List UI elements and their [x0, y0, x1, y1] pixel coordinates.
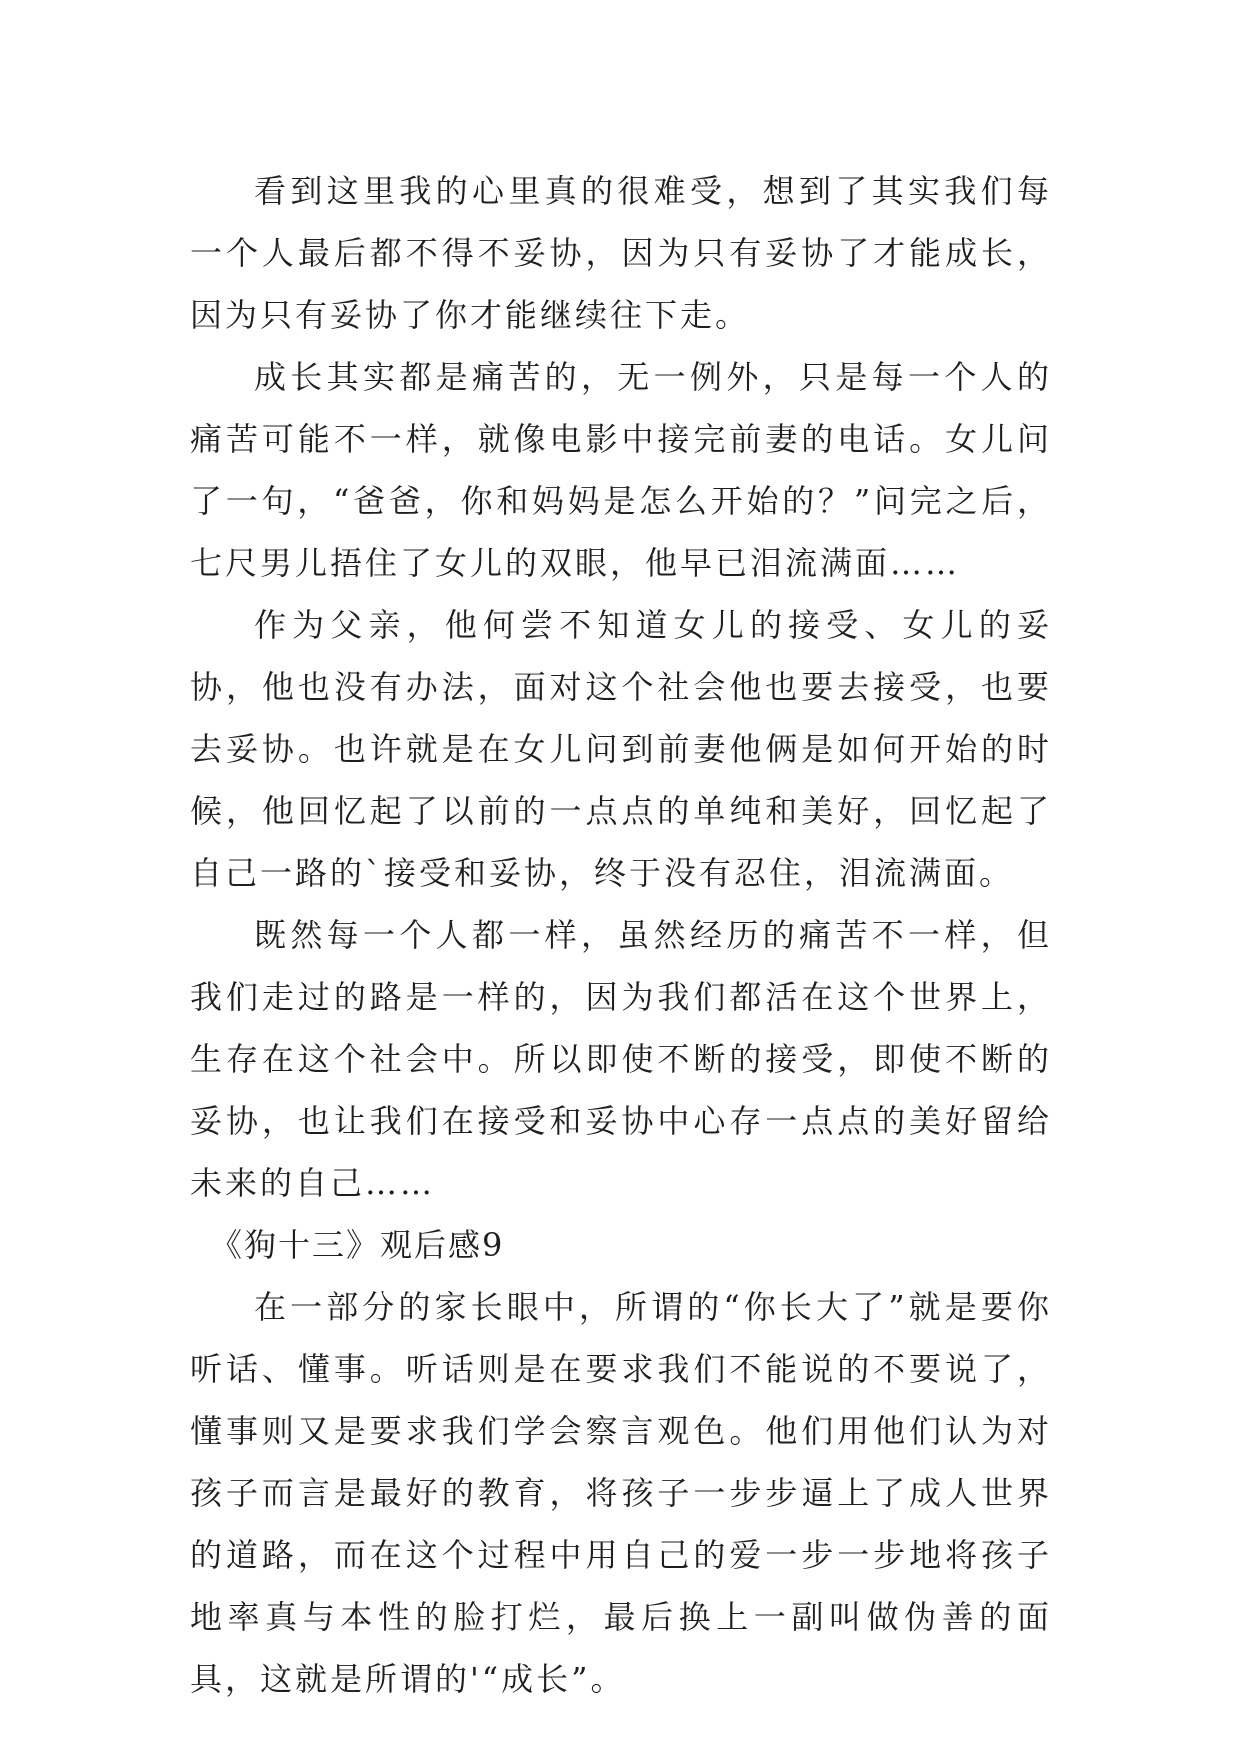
- paragraph-growth-pain: 成长其实都是痛苦的，无一例外，只是每一个人的痛苦可能不一样，就像电影中接完前妻的电话。女儿问了一句，“爸爸，你和妈妈是怎么开始的？”问完之后，七尺男儿捂住了女儿的双眼，他早已泪流满面……: [190, 358, 1052, 582]
- paragraph-father: 作为父亲，他何尝不知道女儿的接受、女儿的妥协，他也没有办法，面对这个社会他也要去接受，也要去妥协。也许就是在女儿问到前妻他俩是如何开始的时候，他回忆起了以前的一点点的单纯和美好，回忆起了自己一路的`接受和妥协，终于没有忍住，泪流满面。: [190, 606, 1052, 892]
- paragraph-everyone-same: 既然每一个人都一样，虽然经历的痛苦不一样，但我们走过的路是一样的，因为我们都活在这个世界上，生存在这个社会中。所以即使不断的接受，即使不断的妥协，也让我们在接受和妥协中心存一点点的美好留给未来的自己……: [190, 916, 1052, 1202]
- paragraph-compromise: 看到这里我的心里真的很难受，想到了其实我们每一个人最后都不得不妥协，因为只有妥协了才能成长，因为只有妥协了你才能继续往下走。: [190, 172, 1052, 334]
- section-title: 《狗十三》观后感9: [210, 1226, 505, 1264]
- document-body: [190, 160, 1052, 1710]
- paragraph-parents-view: 在一部分的家长眼中，所谓的“你长大了”就是要你听话、懂事。听话则是在要求我们不能说的不要说了，懂事则又是要求我们学会察言观色。他们用他们认为对孩子而言是最好的教育，将孩子一步步逼上了成人世界的道路，而在这个过程中用自己的爱一步一步地将孩子地率真与本性的脸打烂，最后换上一副叫做伪善的面具，这就是所谓的'“成长”。: [190, 1288, 1052, 1698]
